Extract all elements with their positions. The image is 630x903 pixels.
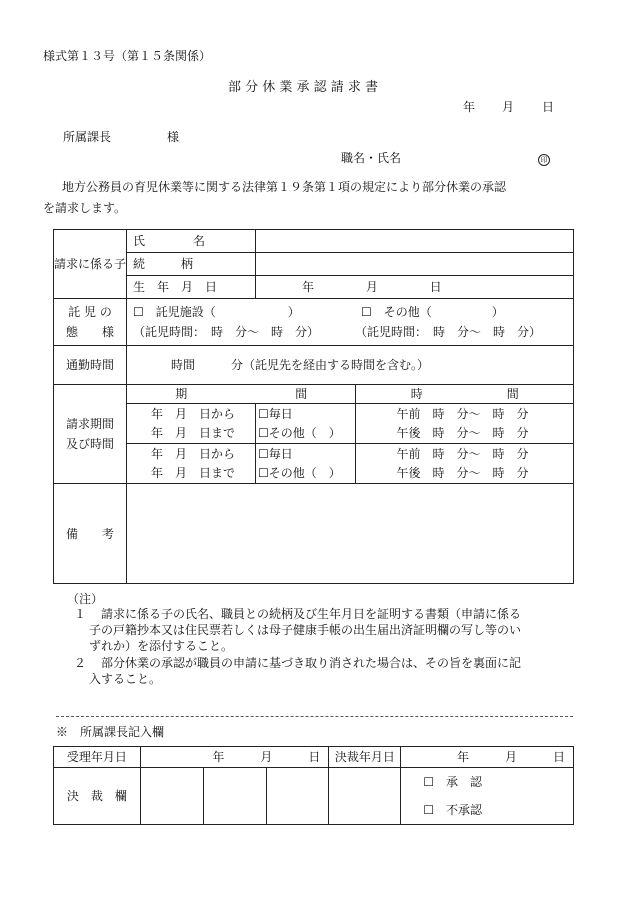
period-label-line-2: 及び時間 [66, 437, 115, 451]
period-date-2[interactable]: 年 月 日まで [127, 424, 256, 444]
decision-cell-4[interactable] [329, 768, 401, 825]
note-1-number: １ [74, 607, 87, 621]
request-table [53, 229, 574, 584]
period-time-2[interactable]: 午後 時 分〜 時 分 [356, 424, 574, 444]
relation-field[interactable] [255, 253, 573, 276]
decision-options [401, 768, 574, 825]
decision-label: 決 裁 欄 [54, 768, 141, 825]
manager-section-heading: ※ 所属課長記入欄 [56, 725, 165, 739]
period-date-4[interactable]: 年 月 日まで [127, 464, 256, 484]
birth-date-field[interactable] [255, 276, 573, 299]
decision-date-value[interactable]: 年 月 日 [401, 747, 574, 768]
decision-date-label: 決裁年月日 [329, 747, 401, 768]
birth-year: 年 [301, 280, 314, 294]
period-option-3[interactable]: ☐毎日 [255, 444, 356, 464]
child-name-field[interactable] [255, 230, 573, 253]
period-time-1[interactable]: 午前 時 分〜 時 分 [356, 404, 574, 424]
childcare-facility-option[interactable]: ☐ 託児施設（ ） [133, 305, 300, 319]
birth-label: 生 年 月 日 [127, 276, 256, 299]
child-label: 請求に係る子 [54, 230, 127, 299]
intro-line-1: 地方公務員の育児休業等に関する法律第１９条第１項の規定により部分休業の承認 [62, 180, 507, 194]
notes-heading: （注） [67, 592, 104, 606]
period-column-header: 期 間 [127, 385, 356, 404]
period-label-line-1: 請求期間 [66, 417, 115, 431]
applicant-label: 職名・氏名 [341, 151, 402, 165]
note-1-line-2: 子の戸籍抄本又は住民票若しくは母子健康手帳の出生届出済証明欄の写し等のい [89, 623, 522, 637]
name-label: 氏 名 [127, 230, 256, 253]
date-day-label: 日 [542, 100, 555, 114]
relation-label: 続 柄 [127, 253, 256, 276]
received-date-label: 受理年月日 [54, 747, 141, 768]
addressee-label: 所属課長 [63, 130, 112, 144]
period-label [54, 385, 127, 484]
note-1-line-1: 請求に係る子の氏名、職員との続柄及び生年月日を証明する書類（申請に係る [101, 607, 522, 621]
honorific: 様 [167, 130, 180, 144]
commute-label: 通勤時間 [54, 346, 127, 385]
seal-mark: 印 [538, 152, 550, 166]
remarks-label: 備 考 [54, 484, 127, 584]
note-2-line-2: 入すること。 [89, 672, 162, 686]
period-option-4[interactable]: ☐その他（ ） [255, 464, 356, 484]
date-month-label: 月 [502, 100, 515, 114]
approve-option[interactable]: ☐ 承 認 [423, 775, 483, 789]
period-option-2[interactable]: ☐その他（ ） [255, 424, 356, 444]
decision-cell-2[interactable] [203, 768, 266, 825]
period-date-1[interactable]: 年 月 日から [127, 404, 256, 424]
note-2-number: ２ [74, 656, 87, 670]
decision-cell-1[interactable] [140, 768, 203, 825]
birth-month: 月 [365, 280, 378, 294]
date-year-label: 年 [463, 100, 476, 114]
note-2-line-1: 部分休業の承認が職員の申請に基づき取り消された場合は、その旨を裏面に記 [101, 656, 522, 670]
childcare-label [54, 299, 127, 346]
document-title: 部 分 休 業 承 認 請 求 書 [228, 80, 379, 95]
note-1-line-3: ずれか）を添付すること。 [89, 639, 234, 653]
time-column-header: 時 間 [356, 385, 574, 404]
disapprove-option[interactable]: ☐ 不承認 [423, 803, 483, 817]
dashed-separator [56, 716, 573, 717]
birth-day: 日 [429, 280, 442, 294]
remarks-field[interactable] [127, 484, 574, 584]
intro-line-2: を請求します。 [43, 201, 127, 215]
other-time: （託児時間： 時 分〜 時 分） [355, 325, 542, 339]
childcare-label-line-1: 託 児 の [68, 305, 112, 319]
period-date-3[interactable]: 年 月 日から [127, 444, 256, 464]
childcare-label-line-2: 態 様 [66, 325, 115, 339]
childcare-content [127, 299, 574, 346]
period-time-3[interactable]: 午前 時 分〜 時 分 [356, 444, 574, 464]
period-option-1[interactable]: ☐毎日 [255, 404, 356, 424]
manager-table [53, 746, 574, 825]
commute-value[interactable]: 時間 分（託児先を経由する時間を含む。） [127, 346, 574, 385]
form-number: 様式第１３号（第１５条関係） [43, 49, 212, 63]
facility-time: （託児時間： 時 分〜 時 分） [133, 325, 320, 339]
received-date-value[interactable]: 年 月 日 [140, 747, 329, 768]
childcare-other-option[interactable]: ☐ その他（ ） [361, 305, 504, 319]
decision-cell-3[interactable] [266, 768, 329, 825]
period-time-4[interactable]: 午後 時 分〜 時 分 [356, 464, 574, 484]
